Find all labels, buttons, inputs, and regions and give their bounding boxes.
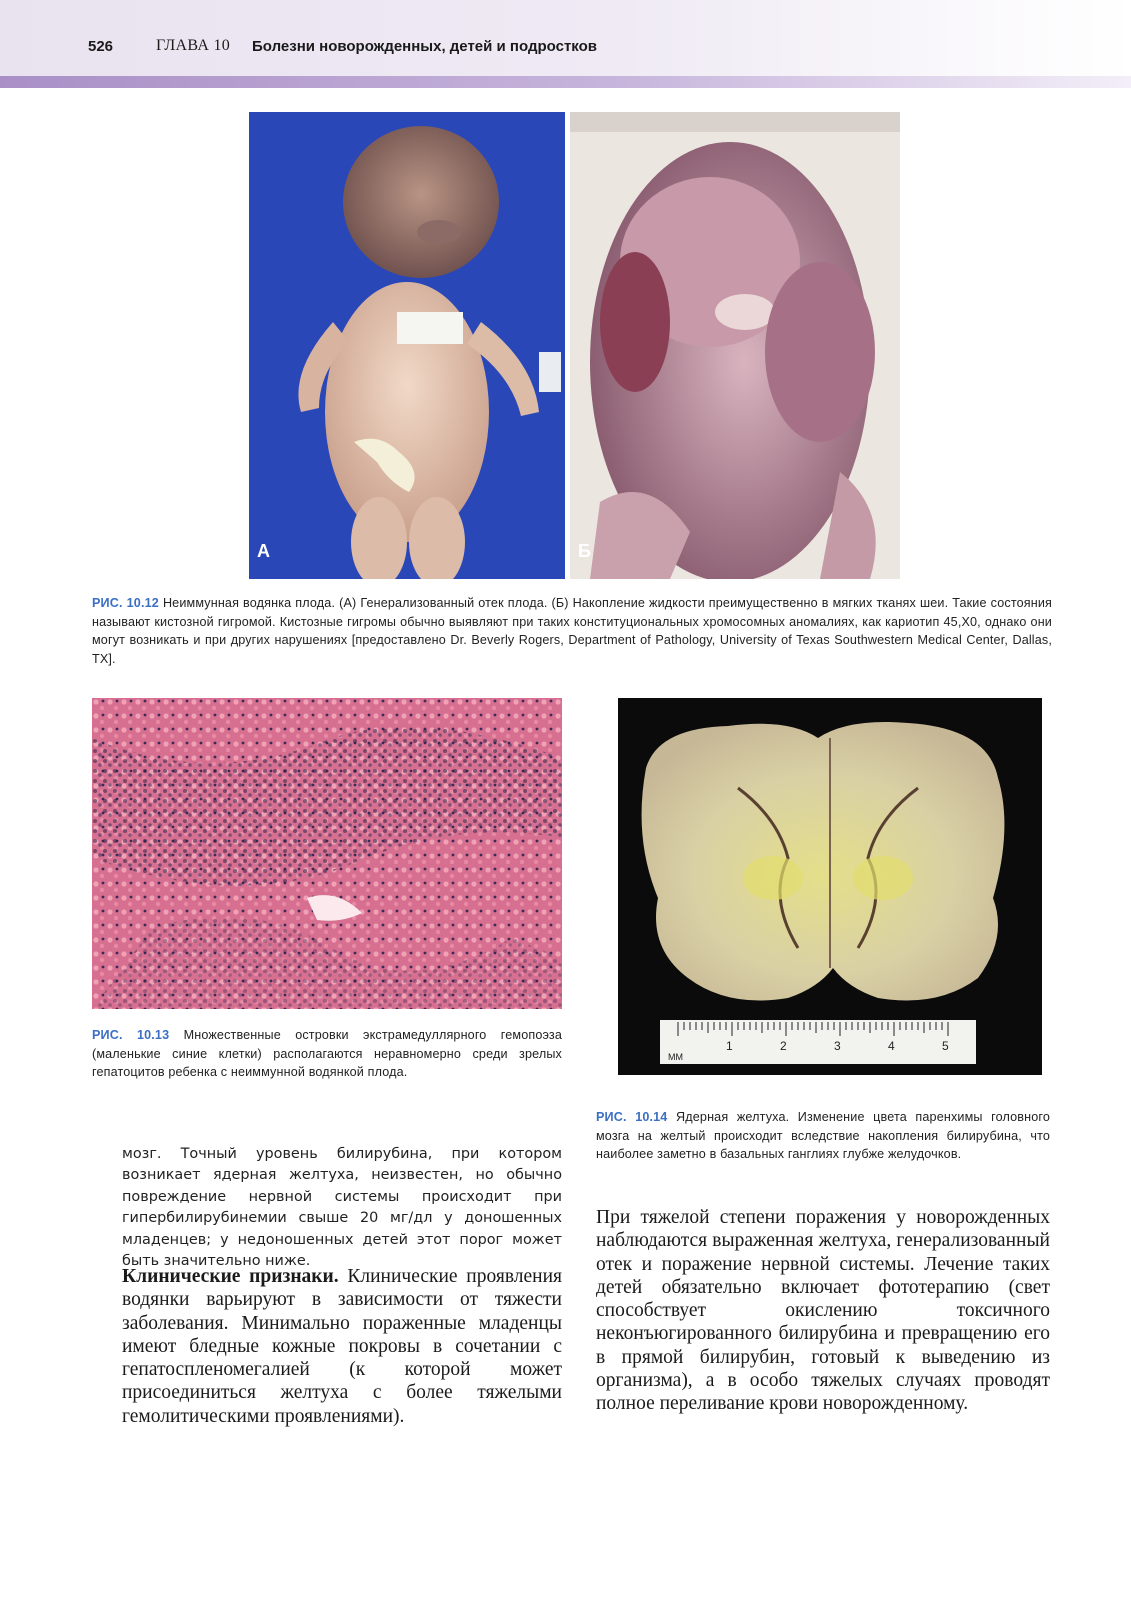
figure-10-14-caption-text: Ядерная желтуха. Изменение цвета паренхимы головного мозга на желтый происходит вследствие накопления билирубина, что наиболее заметно в базальных ганглиях глубже желудочков. bbox=[596, 1110, 1050, 1161]
ruler-unit: MM bbox=[668, 1052, 683, 1062]
clinical-signs-heading: Клинические признаки. bbox=[122, 1266, 339, 1287]
header-divider bbox=[0, 76, 1131, 88]
page-number: 526 bbox=[88, 38, 114, 55]
liver-histology-illustration bbox=[92, 698, 562, 1009]
figure-10-13-micrograph bbox=[92, 698, 562, 1009]
figure-10-13-caption-text: Множественные островки экстрамедуллярного гемопоэза (маленькие синие клетки) располагаются неравномерно среди зрелых гепатоцитов ребенка с неиммунной водянкой плода. bbox=[92, 1028, 562, 1079]
chapter-title: Болезни новорожденных, детей и подростков bbox=[252, 38, 597, 55]
fetus-hydrops-illustration bbox=[249, 112, 565, 579]
box-text-continuation: мозг. Точный уровень билирубина, при котором возникает ядерная желтуха, неизвестен, но обычно повреждение нервной системы происходит при гипербилирубинемии свыше 20 мг/дл у доношенных младенцев; у недоношенных детей этот порог может быть значительно ниже. bbox=[122, 1146, 562, 1270]
panel-a-label: А bbox=[257, 541, 270, 561]
figure-10-12-caption-text: Неиммунная водянка плода. (А) Генерализованный отек плода. (Б) Накопление жидкости преимущественно в мягких тканях шеи. Такие состояния называют кистозной гигромой. Кистозные гигромы обычно выявляют при таких конституциональных хромосомных аномалиях, как кариотип 45,X0, однако они могут возникать и при других нарушениях [предоставлено Dr. Beverly Rogers, Department of Pathology, University of Texas Southwestern Medical Center, Dallas, TX]. bbox=[92, 596, 1052, 666]
figure-10-14-number: РИС. 10.14 bbox=[596, 1110, 668, 1124]
ruler-tick-label: 4 bbox=[888, 1039, 895, 1053]
figure-10-14-caption bbox=[596, 1108, 1050, 1164]
severe-cases-paragraph: При тяжелой степени поражения у новорожденных наблюдаются выраженная желтуха, генерализованный отек и поражение нервной системы. Лечение таких детей обязательно включает фототерапию (свет способствует окислению токсичного неконъюгированного билирубина и превращению его в прямой билирубин, готовый к выведению из организма), а в особо тяжелых случаях проводят полное переливание крови новорожденному. bbox=[596, 1207, 1050, 1415]
figure-10-13-number: РИС. 10.13 bbox=[92, 1028, 170, 1042]
chapter-label: ГЛАВА 10 bbox=[156, 37, 231, 54]
ruler-tick-label: 2 bbox=[780, 1039, 787, 1053]
figure-10-13-caption bbox=[92, 1026, 562, 1082]
figure-10-12-photo-b bbox=[570, 112, 900, 579]
ruler-tick-label: 5 bbox=[942, 1039, 949, 1053]
clinical-signs-text: Клинические проявления водянки варьируют в зависимости от тяжести заболевания. Минимально пораженные младенцы имеют бледные кожные покровы в сочетании с гепатоспленомегалией (к которой может присоединиться желтуха с более тяжелыми гемолитическими проявлениями). bbox=[122, 1266, 563, 1427]
figure-10-12-photo-a bbox=[249, 112, 565, 579]
figure-10-14-brain-photo bbox=[618, 698, 1042, 1075]
cystic-hygroma-illustration bbox=[570, 112, 900, 579]
ruler-tick-label: 1 bbox=[726, 1039, 733, 1053]
figure-10-12-number: РИС. 10.12 bbox=[92, 596, 159, 610]
ruler-tick-label: 3 bbox=[834, 1039, 841, 1053]
clinical-signs-paragraph bbox=[122, 1265, 562, 1428]
panel-b-label: Б bbox=[578, 541, 591, 561]
brain-section-illustration bbox=[618, 698, 1042, 1075]
figure-10-12-caption bbox=[92, 594, 1052, 668]
